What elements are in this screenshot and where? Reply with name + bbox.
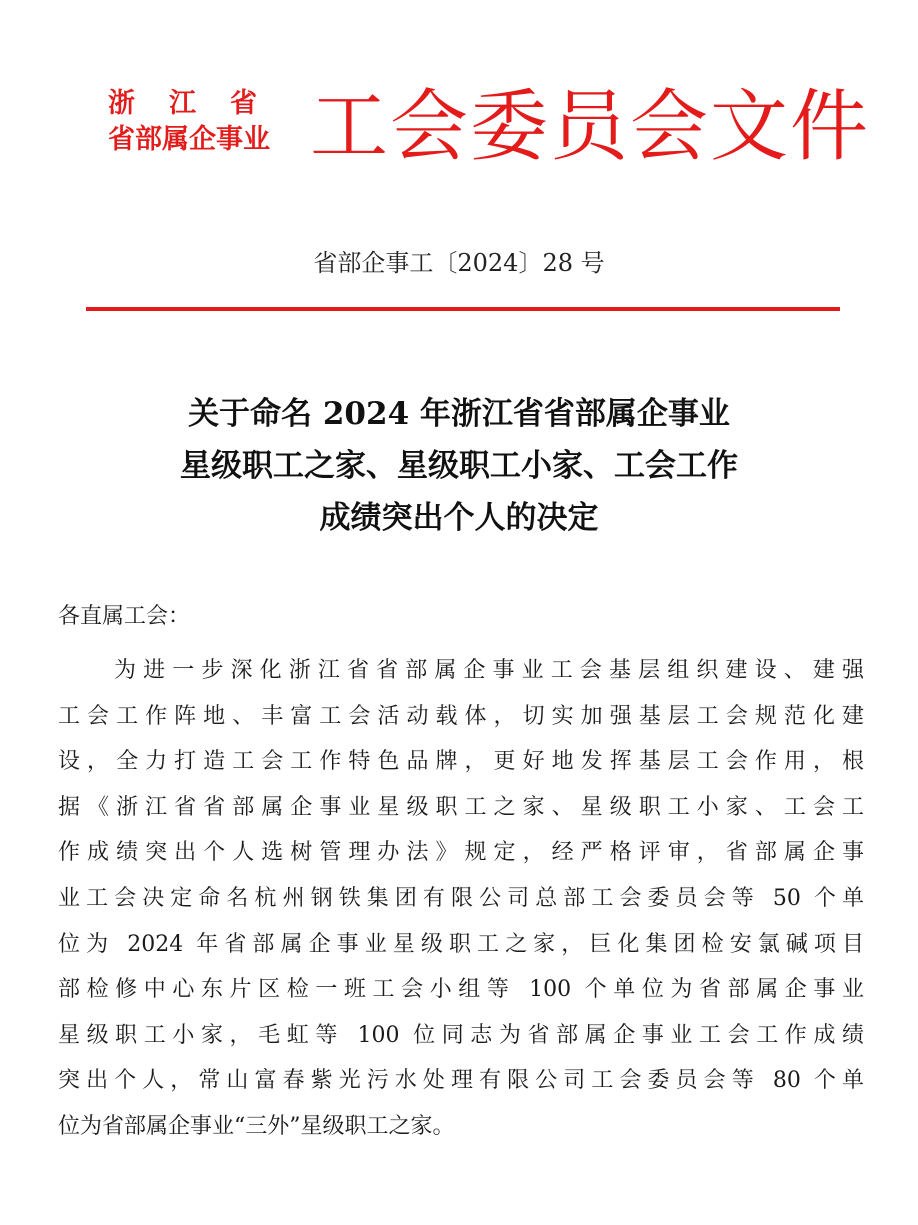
body-line: 作成绩突出个人选树管理办法》规定，经严格评审，省部属企事	[58, 840, 864, 866]
title-line-1: 关于命名 2024 年浙江省省部属企事业	[188, 396, 730, 432]
body-line: 为进一步深化浙江省省部属企事业工会基层组织建设、建强	[114, 658, 864, 683]
body-line: 位为省部属企事业“三外”星级职工之家。	[58, 1113, 455, 1139]
title-line-2: 星级职工之家、星级职工小家、工会工作	[180, 448, 738, 484]
document-title	[60, 388, 858, 544]
issuing-org-line2: 省部属企事业	[108, 124, 270, 155]
title-line-3: 成绩突出个人的决定	[319, 500, 599, 536]
body-line: 星级职工小家，毛虹等 100 位同志为省部属企事业工会工作成绩	[58, 1022, 864, 1048]
salutation: 各直属工会：	[58, 604, 191, 629]
body-line: 据《浙江省省部属企事业星级职工之家、星级职工小家、工会工	[58, 794, 864, 820]
body-line: 突出个人，常山富春紫光污水处理有限公司工会委员会等 80 个单	[58, 1068, 864, 1094]
body-line: 部检修中心东片区检一班工会小组等 100 个单位为省部属企事业	[58, 977, 864, 1003]
body-line: 工会工作阵地、丰富工会活动载体，切实加强基层工会规范化建	[58, 703, 864, 729]
issuing-org-title: 工会委员会文件	[310, 82, 871, 172]
red-divider-line	[86, 307, 840, 311]
body-line: 位为 2024 年省部属企事业星级职工之家，巨化集团检安氯碱项目	[58, 931, 864, 957]
issuing-org-line1: 浙江省	[108, 88, 291, 119]
body-line: 业工会决定命名杭州钢铁集团有限公司总部工会委员会等 50 个单	[58, 885, 864, 911]
body-paragraph	[58, 648, 864, 1150]
document-number: 省部企事工〔2024〕28 号	[313, 249, 605, 277]
document-masthead	[0, 0, 918, 200]
body-line: 设，全力打造工会工作特色品牌，更好地发挥基层工会作用，根	[58, 749, 864, 775]
